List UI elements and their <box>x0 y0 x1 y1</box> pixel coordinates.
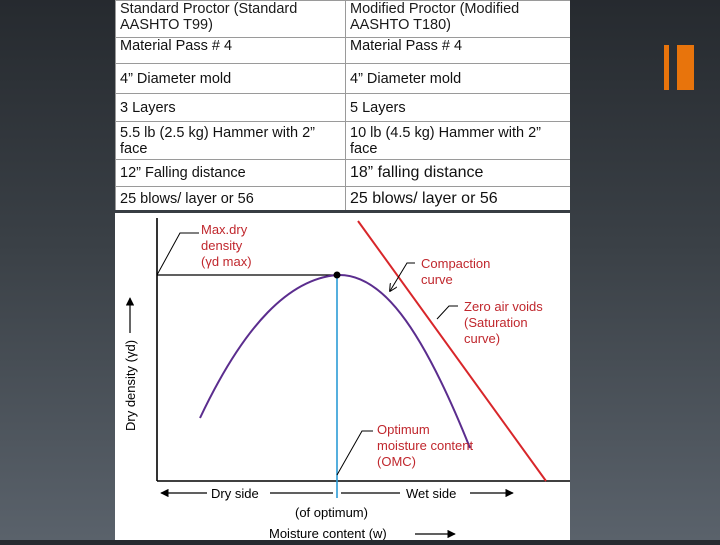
accent-bar-thick <box>677 45 694 90</box>
modified-proctor-header: Modified Proctor (Modified AASHTO T180) <box>346 1 571 38</box>
table-row <box>116 94 571 122</box>
optimum-leader <box>337 431 373 475</box>
table-cell: 25 blows/ layer or 56 <box>116 187 346 211</box>
table-cell: Material Pass # 4 <box>116 38 346 64</box>
table-cell: 4” Diameter mold <box>116 64 346 94</box>
max-dry-density-label: Max.dry density (γd max) <box>201 222 252 269</box>
compaction-leader <box>390 263 415 291</box>
of-optimum-label: (of optimum) <box>295 505 368 520</box>
peak-point <box>334 272 341 279</box>
table-cell: 3 Layers <box>116 94 346 122</box>
table-cell: 4” Diameter mold <box>346 64 571 94</box>
accent-bar-thin <box>664 45 669 90</box>
zero-air-leader <box>437 306 458 319</box>
table-row <box>116 160 571 187</box>
y-axis-label: Dry density (γd) <box>123 339 138 431</box>
compaction-diagram <box>115 213 570 540</box>
table-row <box>116 187 571 211</box>
table-cell: 5.5 lb (2.5 kg) Hammer with 2” face <box>116 122 346 160</box>
table-row <box>116 122 571 160</box>
wet-side-label: Wet side <box>406 486 457 501</box>
x-axis-label: Moisture content (w) <box>269 526 387 540</box>
optimum-label: Optimum moisture content (OMC) <box>377 422 474 469</box>
table-cell: 12” Falling distance <box>116 160 346 187</box>
table-cell: 25 blows/ layer or 56 <box>346 187 571 211</box>
compaction-curve-label: Compaction curve <box>421 256 491 287</box>
proctor-comparison-table <box>115 0 570 210</box>
table-cell: 10 lb (4.5 kg) Hammer with 2” face <box>346 122 571 160</box>
dry-side-label: Dry side <box>211 486 259 501</box>
table-cell: 18” falling distance <box>346 160 571 187</box>
zero-air-voids-label: Zero air voids (Saturation curve) <box>464 299 543 346</box>
standard-proctor-header: Standard Proctor (Standard AASHTO T99) <box>116 1 346 38</box>
table-row <box>116 38 571 64</box>
table-row <box>116 1 571 38</box>
table-row <box>116 64 571 94</box>
table-cell: Material Pass # 4 <box>346 38 571 64</box>
max-density-leader <box>157 233 199 275</box>
table-cell: 5 Layers <box>346 94 571 122</box>
